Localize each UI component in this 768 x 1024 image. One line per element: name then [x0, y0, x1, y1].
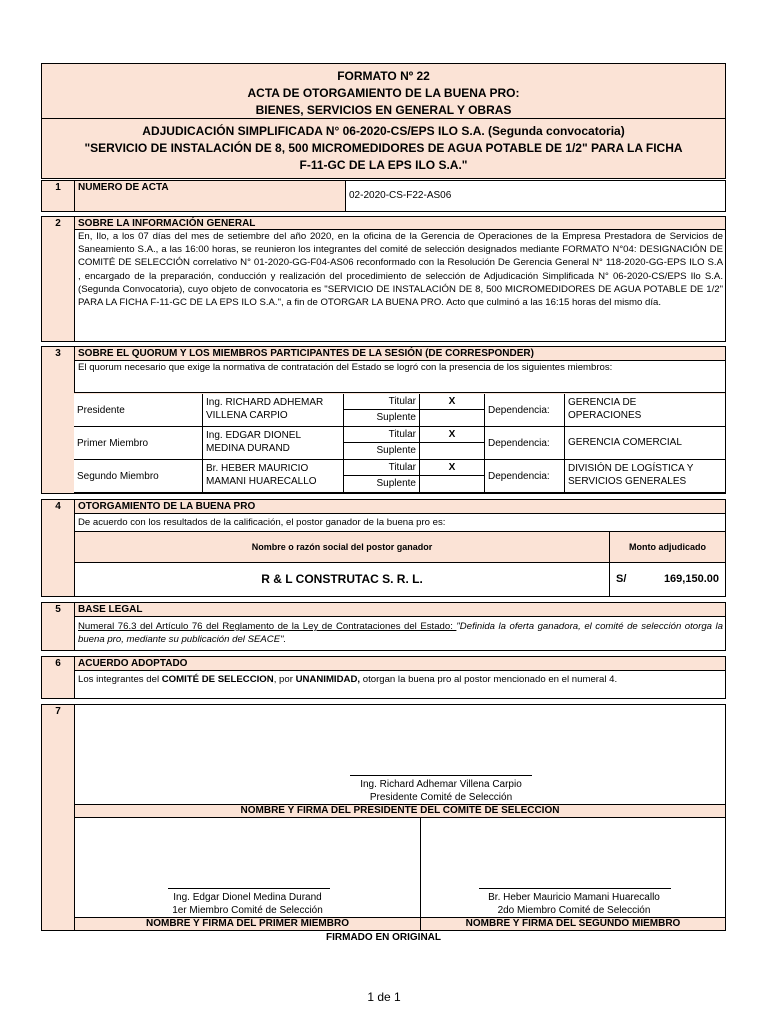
dependency-line-1: GERENCIA COMERCIAL [568, 437, 682, 448]
adj-line-3: F-11-GC DE LA EPS ILO S.A." [299, 158, 468, 172]
member-name-line-2: MAMANI HUARECALLO [206, 476, 317, 487]
legal-basis-ref: Numeral 76.3 del Artículo 76 del Reglamento de la Ley de Contrataciones del Estado: [78, 621, 457, 632]
members-table [74, 394, 725, 493]
dependencia-label: Dependencia: [485, 394, 565, 427]
section-label: BASE LEGAL [74, 603, 725, 617]
legal-basis-quote: "Definida la oferta ganadora, el comité de selección otorga la buena pro, mediante su publicación del SEACE". [78, 621, 723, 646]
dependency-line-2: OPERACIONES [568, 410, 642, 421]
member-name [203, 427, 344, 460]
section-1 [41, 180, 726, 212]
currency: S/ [616, 573, 627, 585]
adj-line-2: "SERVICIO DE INSTALACIÓN DE 8, 500 MICROMEDIDORES DE AGUA POTABLE DE 1/2" PARA LA FICHA [84, 141, 683, 155]
award-intro: De acuerdo con los resultados de la calificación, el postor ganador de la buena pro es: [78, 517, 446, 528]
m2-signature-line [479, 888, 671, 889]
section-number: 5 [55, 604, 61, 615]
member-row [74, 394, 725, 427]
document-header [41, 63, 726, 179]
member-name-line-2: MEDINA DURAND [206, 443, 290, 454]
member-dependency [565, 427, 725, 460]
m1-name: Ing. Edgar Dionel Medina Durand [173, 892, 322, 903]
president-name: Ing. Richard Adhemar Villena Carpio [360, 779, 522, 790]
member-dependency [565, 460, 725, 493]
section-number: 6 [55, 658, 61, 669]
m2-caption: NOMBRE Y FIRMA DEL SEGUNDO MIEMBRO [420, 917, 726, 931]
formato-title: FORMATO Nº 22 [337, 69, 430, 83]
section-number: 4 [55, 501, 61, 512]
award-intro-box [74, 514, 725, 532]
suplente-label: Suplente [344, 476, 420, 493]
section-body [74, 617, 725, 650]
quorum-intro: El quorum necesario que exige la normativa de contratación del Estado se logró con la presencia de los siguientes miembros: [78, 362, 613, 373]
acta-number-value: 02-2020-CS-F22-AS06 [345, 181, 725, 211]
section-7 [41, 704, 726, 931]
section-label: ACUERDO ADOPTADO [74, 657, 725, 671]
section-number: 3 [55, 348, 61, 359]
section-4 [41, 499, 726, 597]
section-label: SOBRE LA INFORMACIÓN GENERAL [74, 217, 725, 230]
title-block [42, 64, 725, 119]
section-2 [41, 216, 726, 342]
agreement-text [75, 671, 725, 686]
section-label: NUMERO DE ACTA [74, 181, 345, 211]
dependencia-label: Dependencia: [485, 460, 565, 493]
suplente-mark [420, 443, 485, 460]
section-6 [41, 656, 726, 699]
agreement-t3: , por [273, 674, 296, 685]
agreement-unanimity: UNANIMIDAD, [295, 674, 361, 685]
quorum-intro-box [74, 361, 725, 393]
titular-label: Titular [344, 427, 420, 443]
titular-mark: X [420, 460, 485, 476]
acta-title-line-2: BIENES, SERVICIOS EN GENERAL Y OBRAS [255, 103, 512, 117]
m1-role: 1er Miembro Comité de Selección [172, 905, 323, 916]
member-name-line-2: VILLENA CARPIO [206, 410, 288, 421]
suplente-label: Suplente [344, 443, 420, 460]
acta-title-line-1: ACTA DE OTORGAMIENTO DE LA BUENA PRO: [247, 86, 520, 100]
section-number: 2 [55, 218, 61, 229]
col-amount: Monto adjudicado [609, 532, 725, 563]
member-name-line-1: Ing. RICHARD ADHEMAR [206, 397, 324, 408]
member-name-line-1: Br. HEBER MAURICIO [206, 463, 309, 474]
titular-mark: X [420, 427, 485, 443]
member-name-line-1: Ing. EDGAR DIONEL [206, 430, 302, 441]
m1-signature-line [168, 888, 330, 889]
adjudication-title [42, 120, 725, 174]
member-role: Presidente [74, 394, 203, 427]
amount-cell [609, 563, 725, 596]
president-role: Presidente Comité de Selección [369, 792, 513, 803]
col-winner-name: Nombre o razón social del postor ganador [74, 532, 609, 563]
member-role: Segundo Miembro [74, 460, 203, 493]
section-5 [41, 602, 726, 651]
member-dependency [565, 394, 725, 427]
agreement-t5: otorgan la buena pro al postor mencionado en el numeral 4. [360, 674, 618, 685]
member-name [203, 460, 344, 493]
member-name [203, 394, 344, 427]
legal-basis-text [75, 617, 725, 646]
m2-name: Br. Heber Mauricio Mamani Huarecallo [488, 892, 660, 903]
winner-name: R & L CONSTRUTAC S. R. L. [74, 563, 609, 596]
section-number: 1 [55, 182, 61, 193]
section-label: SOBRE EL QUORUM Y LOS MIEMBROS PARTICIPANTES DE LA SESIÓN (DE CORRESPONDER) [74, 347, 725, 361]
signatures-area [74, 705, 725, 930]
suplente-mark [420, 410, 485, 427]
page-number: 1 de 1 [367, 990, 401, 1004]
section-body [74, 230, 725, 341]
section-number: 7 [55, 706, 61, 717]
amount-value: 169,150.00 [663, 573, 719, 585]
m2-role: 2do Miembro Comité de Selección [497, 905, 651, 916]
member-row [74, 460, 725, 493]
section-body [74, 671, 725, 698]
member-row [74, 427, 725, 460]
general-info-text: En, Ilo, a los 07 días del mes de setiembre del año 2020, en la oficina de la Gerencia de Operaciones de la Empresa Prestadora de Servicios de Saneamiento S.A., a las 16:00 horas, se reunieron los integrantes del comité de selección designados mediante FORMATO N°04: DESIGNACIÓN DE COMITÉ DE SELECCIÓN correlativo N° 01-2020-GG-F04-AS06 reconformado con la Resolución De Gerencia General N° 118-2020-GG-EPS ILO S.A , encargado de la preparación, conducción y realización del procedimiento de selección de Adjudicación Simplificada N° 06-2020-CS/EPS Ilo S.A. (Segunda Convocatoria), cuyo objeto de convocatoria es "SERVICIO DE INSTALACIÓN DE 8, 500 MICROMEDIDORES DE AGUA POTABLE DE 1/2" PARA LA FICHA F-11-GC DE LA EPS ILO S.A.", a fin de OTORGAR LA BUENA PRO. Acto que culminó a las 16:15 horas del mismo día. [78, 231, 723, 309]
dependency-line-2: SERVICIOS GENERALES [568, 476, 687, 487]
titular-mark: X [420, 394, 485, 410]
dependency-line-1: GERENCIA DE [568, 397, 637, 408]
dependencia-label: Dependencia: [485, 427, 565, 460]
suplente-mark [420, 476, 485, 493]
agreement-committee: COMITÉ DE SELECCION [161, 674, 274, 685]
section-3 [41, 346, 726, 494]
president-signature-line [350, 775, 532, 776]
dependency-line-1: DIVISIÓN DE LOGÍSTICA Y [568, 463, 694, 474]
agreement-t1: Los integrantes del [78, 674, 162, 685]
section-label: OTORGAMIENTO DE LA BUENA PRO [74, 500, 725, 514]
adj-line-1: ADJUDICACIÓN SIMPLIFICADA N° 06-2020-CS/EPS ILO S.A. (Segunda convocatoria) [142, 124, 625, 138]
m1-caption: NOMBRE Y FIRMA DEL PRIMER MIEMBRO [74, 917, 421, 931]
titular-label: Titular [344, 460, 420, 476]
president-caption: NOMBRE Y FIRMA DEL PRESIDENTE DEL COMITÉ DE SELECCION [74, 804, 726, 818]
member-role: Primer Miembro [74, 427, 203, 460]
signed-in-original: FIRMADO EN ORIGINAL [326, 932, 441, 943]
titular-label: Titular [344, 394, 420, 410]
suplente-label: Suplente [344, 410, 420, 427]
